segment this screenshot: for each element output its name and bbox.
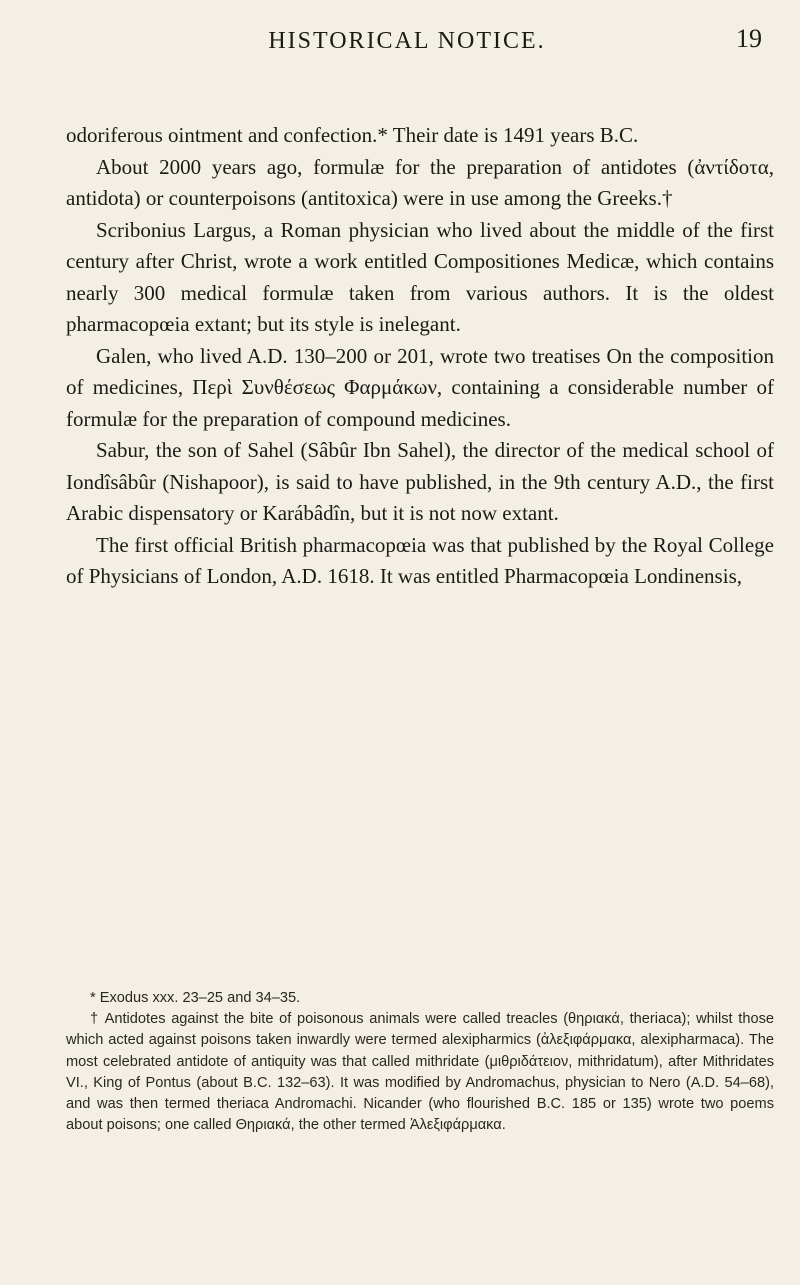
page-number: 19: [736, 24, 762, 53]
running-head: HISTORICAL NOTICE.: [268, 28, 546, 54]
paragraph: The first official British pharmacopœia was that published by the Royal College of Physicians of London, A.D. 1618. It was entitled Pharmacopœia Londinensis,: [66, 532, 774, 588]
paragraph: Scribonius Largus, a Roman physician who lived about the middle of the first century after Christ, wrote a work entitled Compositiones Medicæ, which contains nearly 300 medical formulæ taken from various authors. It is the oldest pharmacopœia extant; but its style is inelegant.: [66, 217, 774, 336]
body-text: [66, 120, 774, 593]
paragraph: odoriferous ointment and confection.* Their date is 1491 years B.C.: [66, 123, 639, 147]
paragraph: Sabur, the son of Sahel (Sâbûr Ibn Sahel), the director of the medical school of Iondîsâbûr (Nishapoor), is said to have published, in the 9th century A.D., the first Arabic dispensatory or Karábâdîn, but it is not now extant.: [66, 438, 774, 525]
footnote: † Antidotes against the bite of poisonous animals were called treacles (θηριακά, theriaca); whilst those which acted against poisons taken inwardly were termed alexipharmics (ἀλεξιφάρμακα, alexipharmaca). The most celebrated antidote of antiquity was that called mithridate (μιθριδάτειον, mithridatum), after Mithridates VI., King of Pontus (about B.C. 132–63). It was modified by Andromachus, physician to Nero (A.D. 54–68), and was then termed theriaca Andromachi. Nicander (who flourished B.C. 185 or 135) wrote two poems about poisons; one called Θηριακά, the other termed Ἀλεξιφάρμακα.: [66, 1011, 774, 1134]
paragraph: About 2000 years ago, formulæ for the preparation of antidotes (ἀντίδοτα, antidota) or counterpoisons (antitoxica) were in use among the Greeks.†: [66, 154, 774, 210]
paragraph: Galen, who lived A.D. 130–200 or 201, wrote two treatises On the composition of medicines, Περὶ Συνθέσεως Φαρμάκων, containing a considerable number of formulæ for the preparation of compound medicines.: [66, 343, 774, 431]
page-header: [52, 22, 762, 62]
footnote: * Exodus xxx. 23–25 and 34–35.: [90, 990, 301, 1006]
footnotes: [66, 988, 774, 1136]
